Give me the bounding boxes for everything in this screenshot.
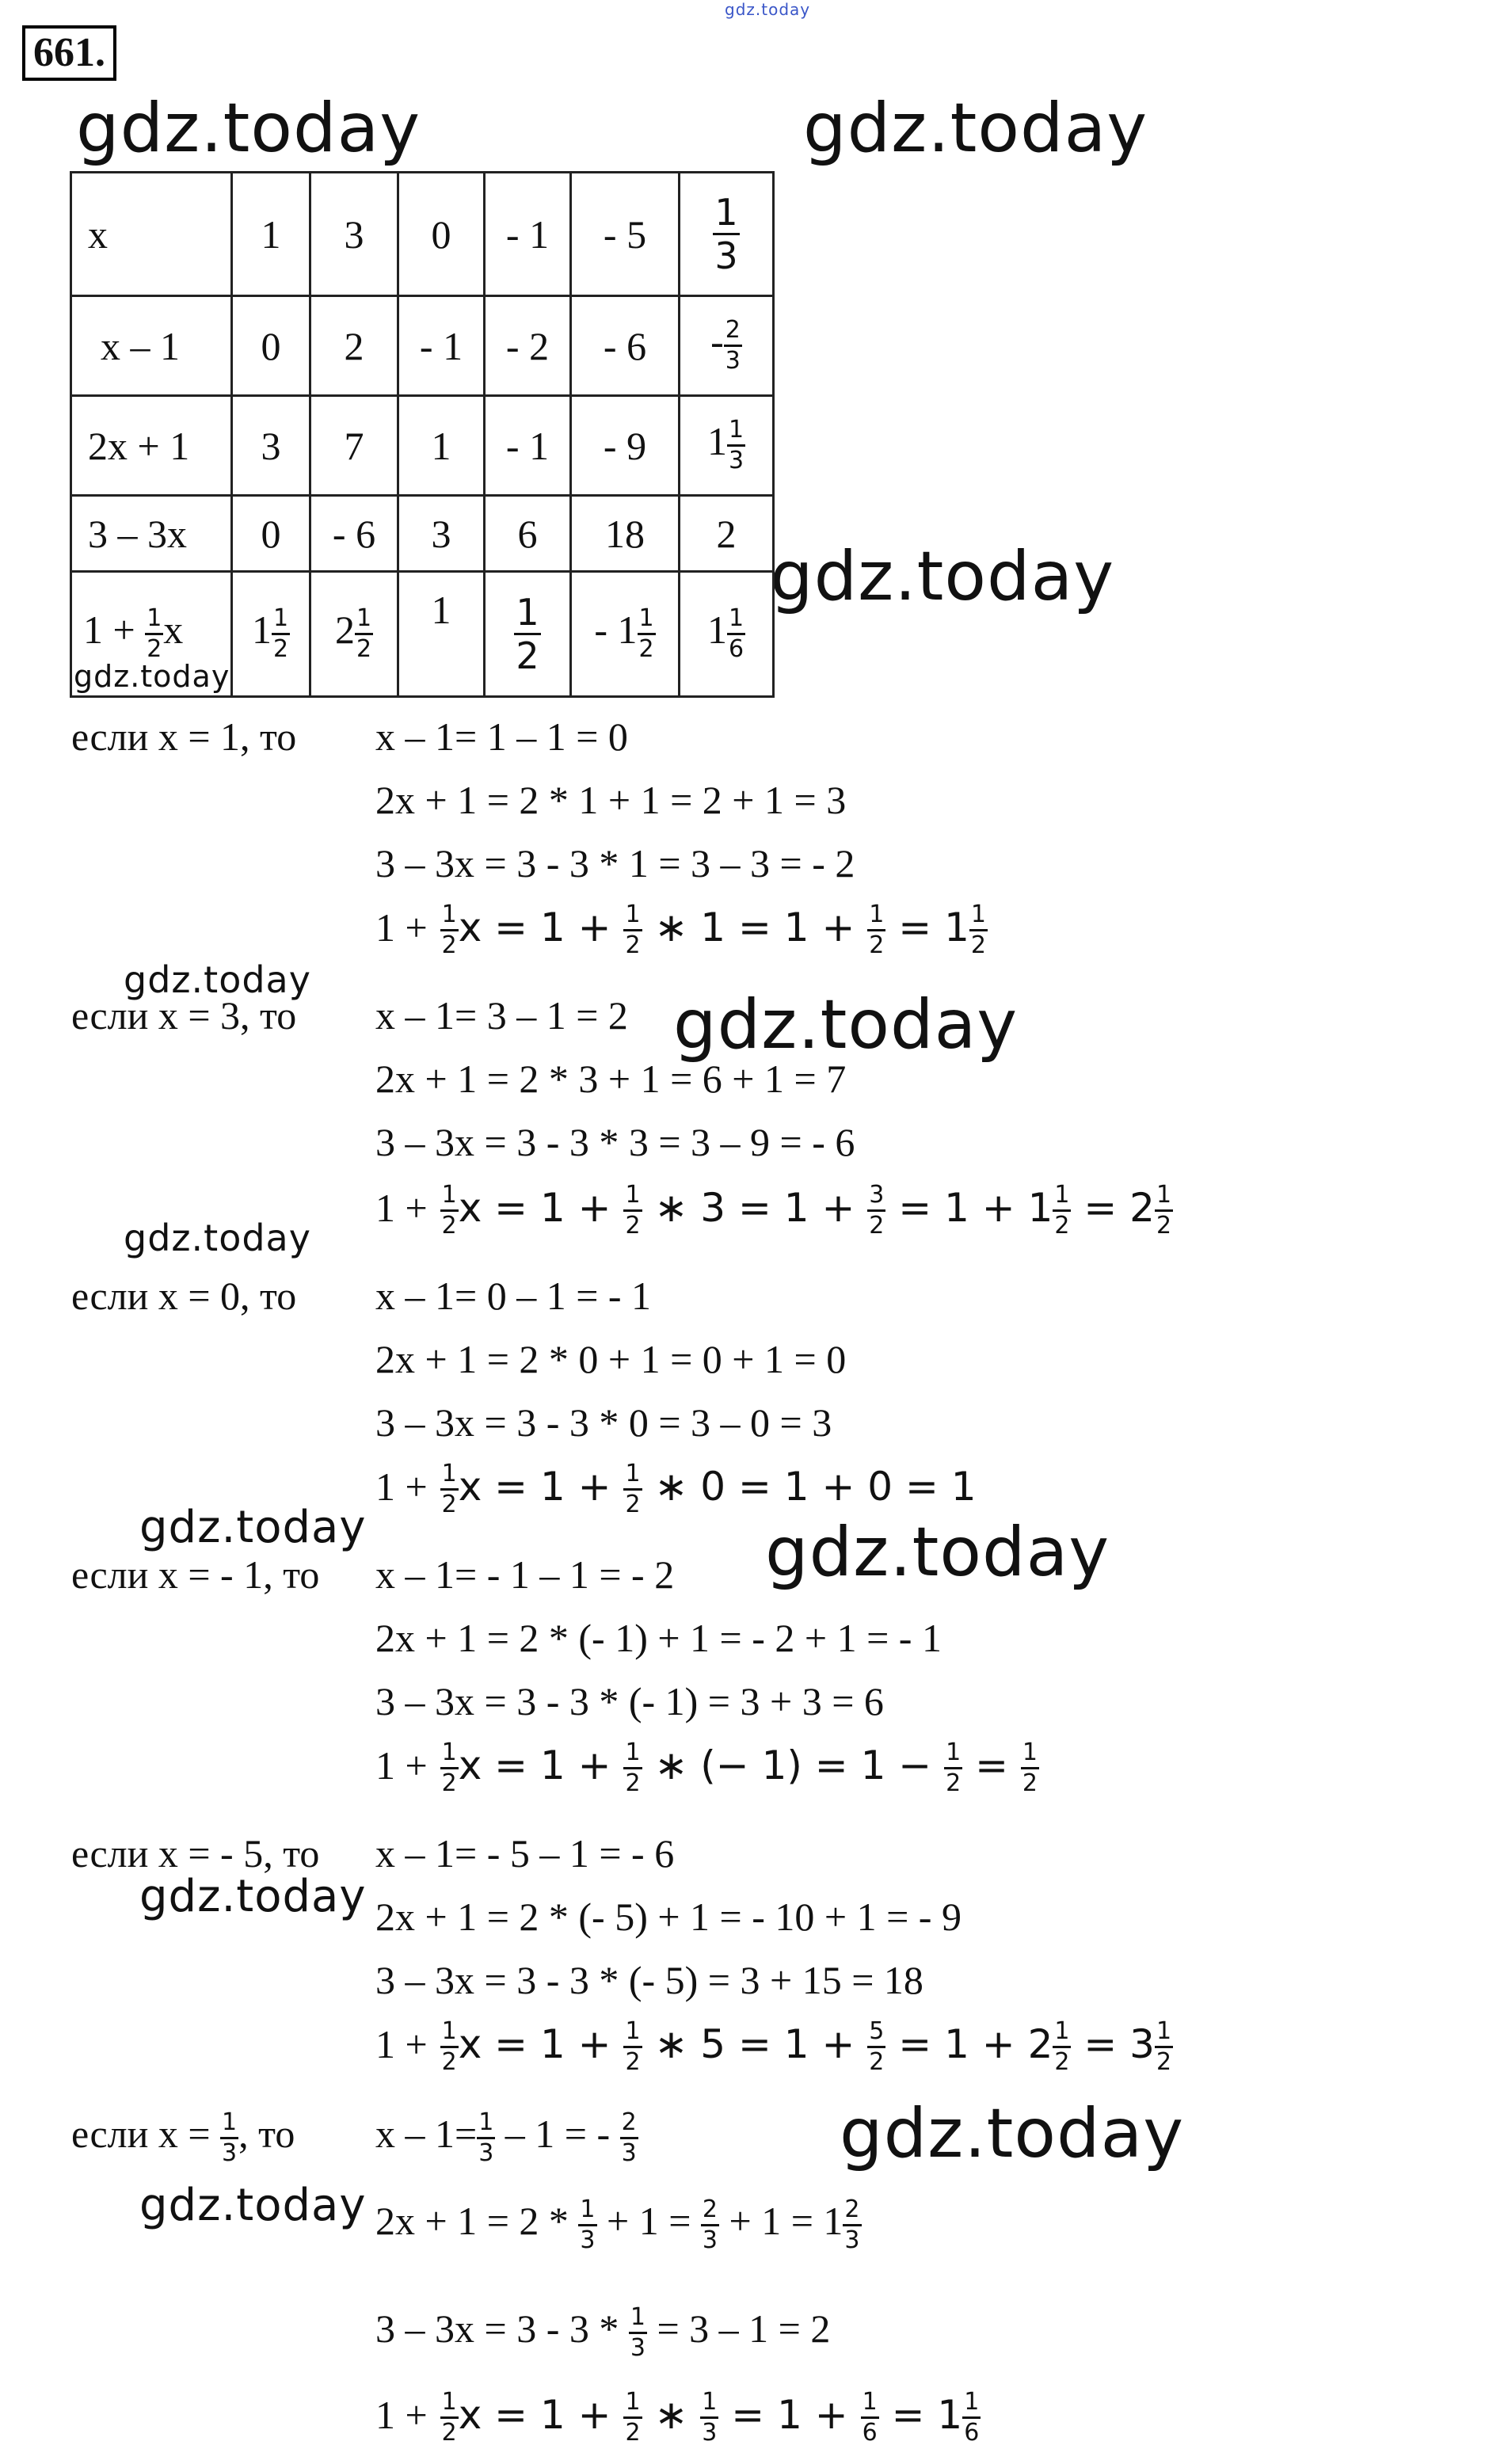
frac-num: 2 [843,2198,861,2226]
frac-den: 2 [625,2048,641,2076]
frac-den: 2 [441,2419,457,2447]
expr-part: 1 + [375,1186,428,1230]
frac-num: 1 [440,903,459,931]
frac-num: 1 [962,2390,981,2419]
table-cell: 2 [310,296,398,396]
expr-part: = 1 + 2 [898,2021,1053,2067]
frac-den: 3 [702,2419,718,2447]
case-label [71,2108,295,2168]
frac-num: 1 [727,607,745,635]
frac-den: 2 [1054,1212,1070,1240]
expr-part: ∗ 5 = 1 + [654,2021,855,2067]
equation-line: 3 – 3x = 3 - 3 * (- 5) = 3 + 15 = 18 [375,1958,923,2002]
expr-part: x = 1 + [458,1742,611,1788]
expr-part: x = 1 + [458,904,611,950]
expr-part: = 1 + 1 [898,1185,1053,1231]
frac-num: 1 [1155,2020,1173,2048]
row-label: 2x + 1 [71,396,232,496]
frac-num: 1 [1155,1183,1173,1212]
equation-line [375,2390,981,2445]
watermark: gdz.today [673,985,1019,1064]
label-post: x [163,607,184,652]
frac-num: 1 [623,903,642,931]
frac-num: 1 [944,1741,962,1769]
table-cell: 6 [485,496,571,572]
table-row [71,173,774,296]
frac-den: 2 [147,635,162,664]
values-table [70,171,775,698]
frac-den: 2 [1156,2048,1172,2076]
table-cell: - 1 [485,396,571,496]
frac-den: 3 [728,447,744,475]
table-cell [232,572,310,697]
row-label: 3 – 3x [71,496,232,572]
equation-line: x – 1= 3 – 1 = 2 [375,993,628,1038]
frac-den: 3 [702,2226,718,2255]
table-cell: 18 [571,496,680,572]
frac-num: 2 [620,2111,638,2139]
frac-den: 2 [946,1769,962,1797]
frac-den: 2 [970,931,986,959]
expr-part: = 3 [1083,2021,1155,2067]
equation-line: 3 – 3x = 3 - 3 * (- 1) = 3 + 3 = 6 [375,1679,884,1723]
expr-part: = 2 [1083,1185,1155,1231]
watermark: gdz.today [803,89,1148,168]
frac-den: 3 [222,2139,238,2168]
frac-num: 1 [355,607,373,635]
frac-num: 1 [1053,2020,1071,2048]
frac-num: 1 [700,2390,718,2419]
table-cell: - 5 [571,173,680,296]
table-cell: - 1 [485,173,571,296]
whole: 1 [706,607,727,652]
label-part: , то [238,2112,295,2156]
table-cell: 3 [398,496,485,572]
frac-num: 2 [701,2198,719,2226]
table-cell [680,296,774,396]
expr-part: 1 + [375,2393,428,2437]
table-row [71,572,774,697]
frac-num: 1 [440,2020,459,2048]
equation-line [375,903,988,958]
equation-line [375,2017,1173,2076]
frac-num: 1 [272,607,290,635]
watermark: gdz.today [770,537,1115,616]
frac-num: 1 [440,1462,459,1491]
expr-part: 1 + [375,2022,428,2066]
table-cell: - 2 [485,296,571,396]
frac-num: 1 [1021,1741,1039,1769]
frac-num: 1 [440,2390,459,2419]
table-cell [680,572,774,697]
expr-part: x = 1 + [458,2392,611,2438]
table-cell [310,572,398,697]
table-row [71,396,774,496]
whole: - 1 [594,607,638,652]
table-cell: 7 [310,396,398,496]
frac-den: 2 [625,2419,641,2447]
frac-num: 1 [440,1183,459,1212]
frac-num: 1 [477,2111,495,2139]
expr-part: – 1 = - [505,2112,611,2156]
label-part: если x = [71,2112,211,2156]
equation-line [375,2108,638,2168]
table-cell: 1 [398,396,485,496]
frac-den: 3 [580,2226,596,2255]
frac-den: 2 [441,1769,457,1797]
case-label: если x = 3, то [71,993,297,1038]
row-label: x – 1 [71,296,232,396]
frac-den: 2 [869,931,885,959]
frac-num: 1 [623,1741,642,1769]
table-cell: - 9 [571,396,680,496]
equation-line [375,1183,1173,1238]
table-cell: 2 [680,496,774,572]
watermark: gdz.today [139,1871,367,1922]
equation-line: x – 1= - 1 – 1 = - 2 [375,1552,675,1597]
label-pre: 1 + [83,607,135,652]
equation-line: 2x + 1 = 2 * 1 + 1 = 2 + 1 = 3 [375,778,847,822]
frac-den: 6 [964,2419,980,2447]
frac-den: 2 [625,1491,641,1518]
problem-number: 661. [22,25,116,81]
equation-line [375,2197,862,2253]
frac-num: 1 [714,191,738,234]
case-label: если x = - 5, то [71,1831,320,1876]
frac-num: 1 [220,2111,238,2139]
equation-line: x – 1= 1 – 1 = 0 [375,714,628,759]
frac-num: 1 [638,607,656,635]
frac-num: 1 [727,418,745,447]
table-row [71,496,774,572]
frac-den: 3 [621,2139,637,2168]
equation-line: 2x + 1 = 2 * (- 5) + 1 = - 10 + 1 = - 9 [375,1895,962,1939]
frac-num: 1 [623,1183,642,1212]
table-cell: 0 [232,296,310,396]
equation-line: 3 – 3x = 3 - 3 * 0 = 3 – 0 = 3 [375,1400,832,1445]
expr-part: ∗ 0 = 1 + 0 = 1 [654,1464,977,1510]
frac-den: 3 [844,2226,860,2255]
watermark: gdz.today [139,1502,367,1553]
watermark: gdz.today [74,659,230,694]
expr-part: x = 1 + [458,2021,611,2067]
expr-part: x = 1 + [458,1185,611,1231]
frac-den: 2 [869,1212,885,1240]
case-label: если x = - 1, то [71,1552,320,1597]
watermark: gdz.today [840,2094,1185,2173]
expr-part: 2x + 1 = 2 * [375,2199,569,2243]
frac-num: 1 [516,591,539,634]
expr-part: = [975,1742,1008,1788]
frac-num: 1 [861,2390,879,2419]
frac-den: 2 [272,635,289,664]
table-cell: - 6 [310,496,398,572]
frac-num: 5 [867,2020,885,2048]
frac-den: 6 [862,2419,878,2447]
frac-den: 2 [356,635,372,664]
table-cell: - 6 [571,296,680,396]
frac-den: 3 [714,234,738,277]
row-label [71,572,232,697]
expr-part: 3 – 3x = 3 - 3 * [375,2306,619,2351]
table-cell: 0 [232,496,310,572]
table-cell: 3 [232,396,310,496]
expr-part: + 1 = [607,2199,691,2243]
expr-part: = 1 [898,904,969,950]
frac-num: 2 [724,318,742,347]
frac-num: 1 [145,607,163,635]
frac-den: 3 [630,2334,645,2363]
table-cell [485,572,571,697]
frac-num: 1 [578,2198,596,2226]
equation-line: 2x + 1 = 2 * 0 + 1 = 0 + 1 = 0 [375,1337,847,1381]
expr-part: + 1 = 1 [729,2199,843,2243]
frac-num: 1 [440,1741,459,1769]
expr-part: x = 1 + [458,1464,611,1510]
table-cell [680,396,774,496]
frac-den: 2 [441,2048,457,2076]
whole: 2 [334,607,355,652]
frac-num: 1 [623,2390,642,2419]
expr-part: = 3 – 1 = 2 [657,2306,831,2351]
table-cell [680,173,774,296]
top-watermark: gdz.today [725,0,811,19]
expr-part: = 1 [891,2392,963,2438]
expr-part: ∗ 1 = 1 + [654,904,855,950]
expr-part: x – 1= [375,2112,478,2156]
frac-den: 2 [1054,2048,1070,2076]
frac-num: 3 [867,1183,885,1212]
equation-line: 3 – 3x = 3 - 3 * 3 = 3 – 9 = - 6 [375,1120,855,1164]
table-cell: 3 [310,173,398,296]
watermark: gdz.today [124,1217,311,1259]
equation-line [375,1741,1039,1796]
expr-part: 1 + [375,1743,428,1788]
row-label: x [71,173,232,296]
equation-line: x – 1= 0 – 1 = - 1 [375,1274,652,1318]
watermark: gdz.today [765,1513,1110,1592]
frac-num: 1 [623,2020,642,2048]
expr-part: 1 + [375,905,428,950]
expr-part: 1 + [375,1464,428,1509]
equation-line [375,2303,831,2363]
frac-den: 6 [728,635,744,664]
expr-part: ∗ [654,2392,688,2438]
table-cell: 0 [398,173,485,296]
table-cell: - 1 [398,296,485,396]
frac-den: 2 [625,1769,641,1797]
watermark: gdz.today [124,958,311,1001]
equation-line: 3 – 3x = 3 - 3 * 1 = 3 – 3 = - 2 [375,841,855,885]
frac-den: 2 [625,931,641,959]
frac-num: 1 [867,903,885,931]
frac-den: 2 [516,634,539,677]
whole: 1 [706,418,727,463]
frac-num: 1 [1053,1183,1071,1212]
equation-line: 2x + 1 = 2 * (- 1) + 1 = - 2 + 1 = - 1 [375,1616,942,1660]
frac-den: 2 [869,2048,885,2076]
frac-den: 2 [441,1491,457,1518]
expr-part: ∗ (− 1) = 1 − [654,1742,932,1788]
equation-line: x – 1= - 5 – 1 = - 6 [375,1831,675,1876]
frac-num: 1 [623,1462,642,1491]
watermark: gdz.today [139,2180,367,2231]
frac-num: 1 [969,903,988,931]
table-cell: 1 [398,572,485,697]
table-cell: 1 [232,173,310,296]
table-cell [571,572,680,697]
case-label: если x = 1, то [71,714,297,759]
case-label: если x = 0, то [71,1274,297,1318]
frac-den: 2 [638,635,654,664]
frac-den: 2 [1022,1769,1038,1797]
frac-num: 1 [629,2306,647,2334]
watermark: gdz.today [76,89,421,168]
frac-den: 2 [441,1212,457,1240]
frac-den: 2 [1156,1212,1172,1240]
sign: - [710,318,724,364]
frac-den: 3 [478,2139,494,2168]
frac-den: 3 [725,347,741,375]
expr-part: = 1 + [731,2392,848,2438]
whole: 1 [251,607,272,652]
expr-part: ∗ 3 = 1 + [654,1185,855,1231]
equation-line [375,1462,977,1517]
frac-den: 2 [441,931,457,959]
equation-line: 2x + 1 = 2 * 3 + 1 = 6 + 1 = 7 [375,1057,847,1101]
frac-den: 2 [625,1212,641,1240]
table-row [71,296,774,396]
